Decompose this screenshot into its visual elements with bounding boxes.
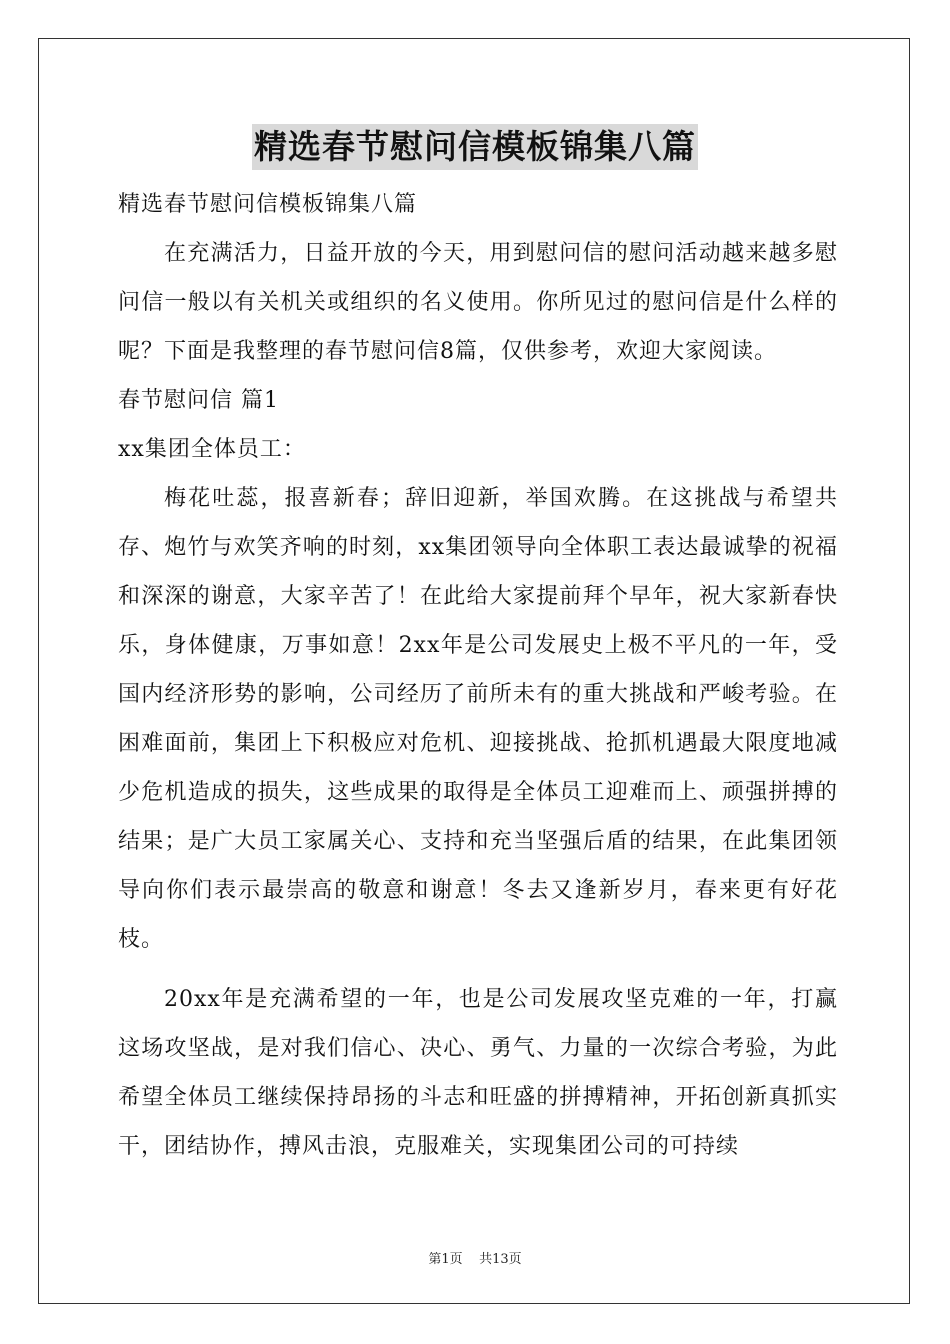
intro-paragraph: 在充满活力，日益开放的今天，用到慰问信的慰问活动越来越多慰问信一般以有关机关或组织的名义使用。你所见过的慰问信是什么样的呢？下面是我整理的春节慰问信8篇，仅供参考，欢迎大家阅读。 <box>118 241 838 364</box>
document-subtitle: 精选春节慰问信模板锦集八篇 <box>118 192 418 217</box>
section-heading: 春节慰问信 篇1 <box>118 388 279 413</box>
document-body <box>118 180 838 1171</box>
salutation: xx集团全体员工： <box>118 437 306 462</box>
page-footer <box>0 1248 950 1267</box>
document-title: 精选春节慰问信模板锦集八篇 <box>252 124 698 170</box>
page-number: 第1页 共13页 <box>428 1252 522 1267</box>
body-paragraph-2: 20xx年是充满希望的一年，也是公司发展攻坚克难的一年，打赢这场攻坚战，是对我们信心、决心、勇气、力量的一次综合考验，为此希望全体员工继续保持昂扬的斗志和旺盛的拼搏精神，开拓创新真抓实干，团结协作，搏风击浪，克服难关，实现集团公司的可持续 <box>118 987 838 1159</box>
title-container <box>0 124 950 170</box>
body-paragraph-1: 梅花吐蕊，报喜新春；辞旧迎新，举国欢腾。在这挑战与希望共存、炮竹与欢笑齐响的时刻，xx集团领导向全体职工表达最诚挚的祝福和深深的谢意，大家辛苦了！在此给大家提前拜个早年，祝大家新春快乐，身体健康，万事如意！2xx年是公司发展史上极不平凡的一年，受国内经济形势的影响，公司经历了前所未有的重大挑战和严峻考验。在困难面前，集团上下积极应对危机、迎接挑战、抢抓机遇最大限度地减少危机造成的损失，这些成果的取得是全体员工迎难而上、顽强拼搏的结果；是广大员工家属关心、支持和充当坚强后盾的结果，在此集团领导向你们表示最崇高的敬意和谢意！冬去又逢新岁月，春来更有好花枝。 <box>118 486 838 952</box>
